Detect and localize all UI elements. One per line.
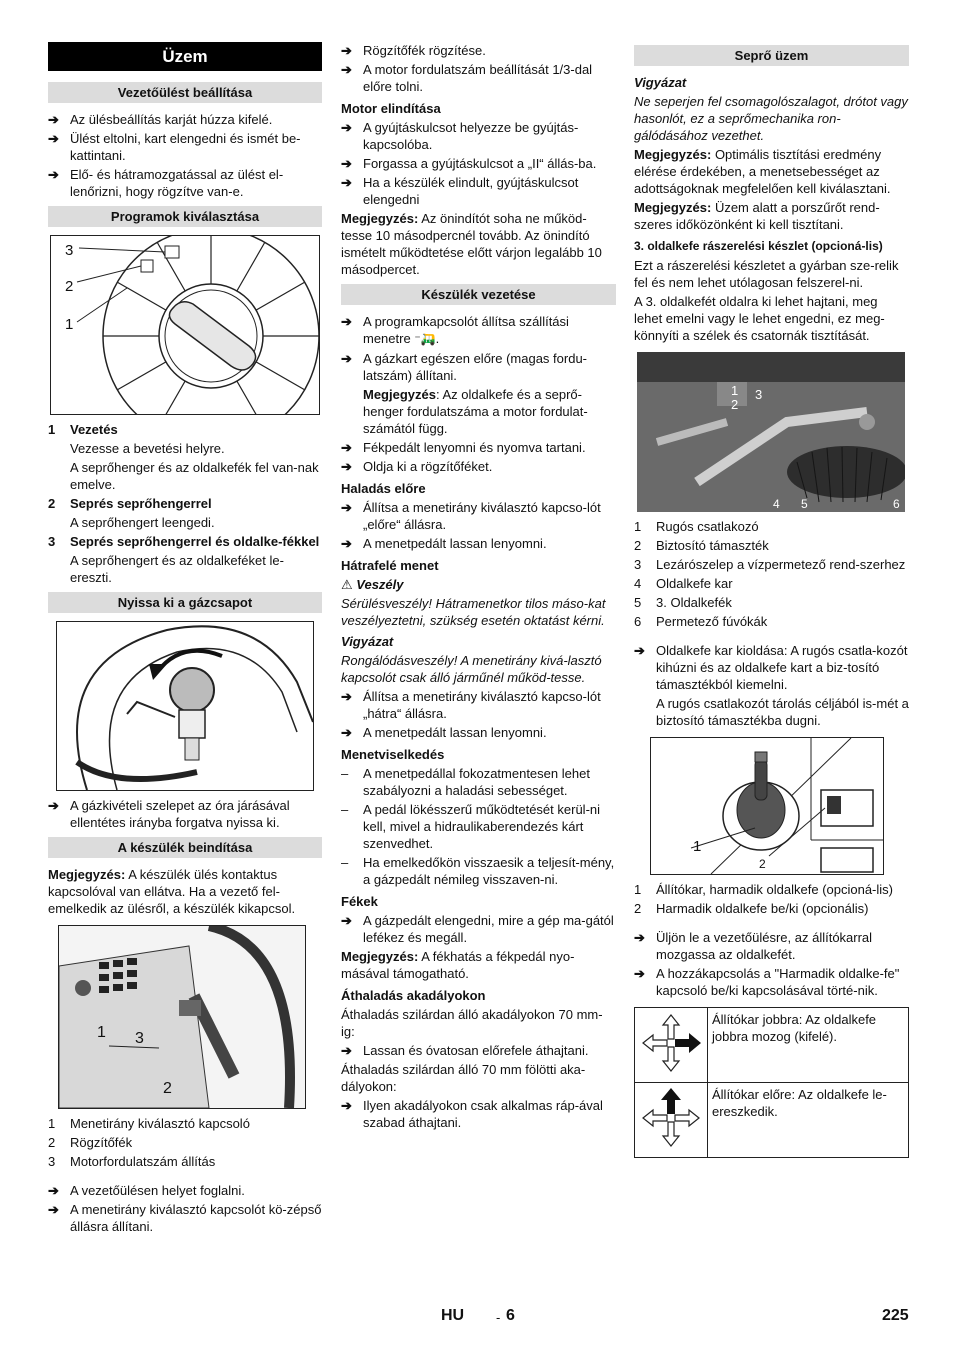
list-item: ➔ Lassan és óvatosan előrefele áthajtani. (341, 1043, 589, 1058)
list-item: 1 Állítókar, harmadik oldalkefe (opcioná-lis) (634, 882, 893, 897)
arrow-icon: ➔ (341, 351, 352, 366)
arrow-icon: ➔ (341, 175, 352, 190)
obstacle-heading: Áthaladás akadályokon (341, 988, 486, 1003)
arrow-icon: ➔ (341, 725, 352, 740)
gas-valve-figure (56, 621, 314, 791)
kit-heading: 3. oldalkefe rászerelési készlet (opcioná-lis) (634, 239, 883, 253)
start-note: Megjegyzés: A készülék ülés kontaktus kapcsolóval van ellátva. Ha a vezető fel-emelkedik az ülésről, a készülék kikapcsol. (48, 867, 296, 916)
photo-callout-label: 3 (755, 387, 763, 402)
caution-text: Ne seperjen fel csomagolószalagot, drótot vagy hasonlót, ez a seprőmechanika ron-gálódásához vezethet. (634, 94, 908, 143)
danger-label: ⚠ Veszély (341, 577, 404, 592)
program-selector-dial-icon (51, 236, 319, 414)
arrow-icon: ➔ (341, 536, 352, 551)
column-3: Seprő üzem Vigyázat Ne seperjen fel csomagolószalagot, drótot vagy hasonlót, ez a seprőmechanika ron-gálódásához vezethet. Megjegyzés: Optimális tisztítási eredmény elérése érdekében, a menetsebességet az adottságoknak megfelelően kell kiválasztani. Megjegyzés: Üzem alatt a porszűrőt rend-szeres időközönként ki kell tisztítani. 3. oldalkefe rászerelési készlet (opcioná-lis) Ezt a rászerelési készletet a gyárban sze-relik fel és nem lehet utólagosan felszerel-ni. A 3. oldalkefét oldalra ki lehet hajtani, meg lehet emelni vagy le lehet engedni, ez meg-könnyíti a szélek és csatornák tisztítását. 1 2 3 4 5 6 1 Rugós csatlakozó 2 Biztosító támaszték 3 Lezárószelep a vízpermetező rend-szerhez 4 Oldalkefe kar 5 3. Oldalkefék 6 Permetező fúvókák ➔ Oldalkefe kar kioldása: A rugós csatla-kozót kihúzni és az oldalkefe kart a biz-tosító támasztékból kiemelni. A rugós csatlakozót tárolás céljából is-mét a biztosító támasztékba dugni. 1 2 1 Állítókar, harmadik oldalkefe (opcioná-lis) 2 Harmadik oldalkefe be/ki (opcionális) ➔ Üljön le a vezetőülésre, az állítókarral mozgassa az oldalkefét. ➔ A hozzákapcsolás a "Harmadik oldalke-fe" kapcsoló be/ki kapcsolásával törté-nik. Állítókar jobbra: Az oldalkefe jobbra mozog (kifelé). Állítókar előre: Az oldalkefe le-ereszkedik. (634, 42, 909, 1158)
drive-note: Megjegyzés: Az oldalkefe és a seprő-henger fordulatszáma a motor fordulat-számától függ. (363, 387, 588, 436)
photo-callout-label: 4 (773, 497, 780, 511)
list-item: ➔ A motor fordulatszám beállítását 1/3-dal előre tolni. (341, 62, 593, 94)
joystick-direction-table (634, 1007, 909, 1158)
list-item: 5 3. Oldalkefék (634, 595, 732, 610)
table-cell-text: Állítókar jobbra: Az oldalkefe jobbra mozog (kifelé). (708, 1008, 909, 1083)
section-seat-heading: Vezetőülést beállítása (48, 82, 322, 103)
list-item: 2 Seprés seprőhengerrel (48, 496, 212, 511)
list-item: 3 Seprés seprőhengerrel és oldalke-fékkel (48, 534, 320, 549)
caution-label: Vigyázat (341, 634, 394, 649)
behavior-heading: Menetviselkedés (341, 747, 445, 762)
arrow-right-icon (639, 1011, 703, 1075)
arrow-up-icon (639, 1086, 703, 1150)
footer-section-number: 6 (506, 1307, 515, 1324)
section-programs-heading: Programok kiválasztása (48, 206, 322, 227)
footer-language: HU (441, 1307, 465, 1324)
arrow-icon: ➔ (341, 314, 352, 329)
arrow-icon: ➔ (48, 798, 59, 813)
list-item: ➔ Rögzítőfék rögzítése. (341, 43, 486, 58)
arrow-icon: ➔ (48, 167, 59, 182)
photo-callout-label: 6 (893, 497, 900, 511)
list-item: 2 Rögzítőfék (48, 1135, 133, 1150)
list-item: ➔ Állítsa a menetirány kiválasztó kapcso-lót „hátra“ állásra. (341, 689, 601, 721)
column-1: Üzem Vezetőülést beállítása ➔ Az ülésbeállítás karját húzza kifelé. ➔ Ülést eltolni, kart elengedni és ismét be-kattintani. ➔ Elő- és hátramozgatással az ülést el-lenőrizni, hogy rögzítve van-e. Programok kiválasztása 3 2 1 1 Vezetés Vezesse a bevetési helyre. A seprőhenger és az oldalkefék fel van-nak emelve. 2 Seprés seprőhengerrel A seprőhengert leengedi. 3 Seprés seprőhengerrel és oldalke-fékkel A seprőhengert és az oldalkeféket le-ereszti. Nyissa ki a gázcsapot ➔ A gázkivételi szelepet az óra járásával ellentétes irányba forgatva nyissa ki. A készülék beindítása Megjegyzés: A készülék ülés kontaktus kapcsolóval van ellátva. Ha a vezető fel-emelkedik az ülésről, a készülék kikapcsol. 1 3 2 1 Menetirány kiválasztó kapcsoló 2 Rögzítőfék 3 Motorfordulatszám állítás ➔ A vezetőülésen helyet foglalni. ➔ A menetirány kiválasztó kapcsolót kö-zépső állásra állítani. (48, 42, 322, 1237)
list-item: ➔ Állítsa a menetirány kiválasztó kapcso-lót „előre“ állásra. (341, 500, 601, 532)
arrow-icon: ➔ (48, 1202, 59, 1217)
arrow-icon: ➔ (341, 440, 352, 455)
side-brush-photo (637, 352, 905, 512)
list-item: ➔ Elő- és hátramozgatással az ülést el-lenőrizni, hogy rögzítve van-e. (48, 167, 284, 199)
list-item: ➔ A programkapcsolót állítsa szállítási menetre ⁻🛺. (341, 314, 569, 346)
section-sweep-heading: Seprő üzem (634, 45, 909, 66)
arrow-icon: ➔ (341, 1043, 352, 1058)
figure-callout-label: 1 (65, 316, 74, 333)
table-row (635, 1008, 909, 1083)
arrow-icon: ➔ (341, 120, 352, 135)
list-item: ➔ A gázkivételi szelepet az óra járásával ellentétes irányba forgatva nyissa ki. (48, 798, 290, 830)
section-drive-heading: Készülék vezetése (341, 284, 616, 305)
list-item: ➔ A menetirány kiválasztó kapcsolót kö-zépső állásra állítani. (48, 1202, 322, 1234)
photo-callout-label: 1 (731, 383, 739, 398)
list-item: – Ha emelkedőkön visszaesik a teljesít-mény, a gázpedált némileg visszaven-ni. (341, 855, 615, 887)
warning-triangle-icon: ⚠ (341, 577, 353, 592)
arrow-icon: ➔ (341, 156, 352, 171)
list-item: 2 Harmadik oldalkefe be/ki (opcionális) (634, 901, 869, 916)
danger-text: Sérülésveszély! Hátramenetkor tilos máso-kat veszélyeztetni, szükség esetén oktatást kérni. (341, 596, 606, 628)
list-item: 3 Motorfordulatszám állítás (48, 1154, 216, 1169)
brake-heading: Fékek (341, 894, 378, 909)
transport-mode-icon: ⁻🛺 (414, 332, 436, 346)
figure-callout-label: 2 (163, 1080, 172, 1097)
side-brush-image-icon (637, 352, 905, 512)
caution-label: Vigyázat (634, 75, 687, 90)
list-item: – A menetpedállal fokozatmentesen lehet szabályozni a haladási sebességet. (341, 766, 590, 798)
arrow-icon: ➔ (341, 43, 352, 58)
figure-callout-label: 3 (135, 1030, 144, 1047)
list-item: ➔ Ülést eltolni, kart elengedni és ismét be-kattintani. (48, 131, 301, 163)
list-item: ➔ Oldalkefe kar kioldása: A rugós csatla-kozót kihúzni és az oldalkefe kart a biz-tosító támasztékból kiemelni. (634, 643, 908, 692)
dashboard-figure (58, 925, 306, 1109)
list-item: – A pedál lökésszerű működtetését kerül-ni kell, mivel a hidraulikaberendezés kárt szenvedhet. (341, 802, 601, 851)
list-item: 1 Menetirány kiválasztó kapcsoló (48, 1116, 250, 1131)
list-item: ➔ Üljön le a vezetőülésre, az állítókarral mozgassa az oldalkefét. (634, 930, 873, 962)
list-item: 1 Vezetés (48, 422, 118, 437)
engine-note: Megjegyzés: Az önindítót soha ne működ-tesse 10 másodpercnél tovább. Az önindító ismételt működtetése előtt várjon legalább 10 másodpercet. (341, 211, 602, 277)
page-title: Üzem (48, 42, 322, 71)
forward-heading: Haladás előre (341, 481, 426, 496)
sweep-note-2: Megjegyzés: Üzem alatt a porszűrőt rend-szeres időközönként ki kell tisztítani. (634, 200, 880, 232)
arrow-icon: ➔ (634, 966, 645, 981)
program-selector-figure (50, 235, 320, 415)
list-item: ➔ A gázpedált elengedni, mire a gép ma-gától lefékez és megáll. (341, 913, 614, 945)
column-2: ➔ Rögzítőfék rögzítése. ➔ A motor fordulatszám beállítását 1/3-dal előre tolni. Motor elindítása ➔ A gyújtáskulcsot helyezze be gyújtás-kapcsolóba. ➔ Forgassa a gyújtáskulcsot a „II“ állás-ba. ➔ Ha a készülék elindult, gyújtáskulcsot elengedni Megjegyzés: Az önindítót soha ne működ-tesse 10 másodpercnél tovább. Az önindító ismételt működtetése előtt várjon legalább 10 másodpercet. Készülék vezetése ➔ A programkapcsolót állítsa szállítási menetre ⁻🛺. ➔ A gázkart egészen előre (magas fordu-latszám) állítani. Megjegyzés: Az oldalkefe és a seprő-henger fordulatszáma a motor fordulat-számától függ. ➔ Fékpedált lenyomni és nyomva tartani. ➔ Oldja ki a rögzítőféket. Haladás előre ➔ Állítsa a menetirány kiválasztó kapcso-lót „előre“ állásra. ➔ A menetpedált lassan lenyomni. Hátrafelé menet ⚠ Veszély Sérülésveszély! Hátramenetkor tilos máso-kat veszélyeztetni, szükség esetén oktatást kérni. Vigyázat Rongálódásveszély! A menetirány kivá-lasztó kapcsolót csak álló járműnél működ-tesse. ➔ Állítsa a menetirány kiválasztó kapcso-lót „hátra“ állásra. ➔ A menetpedált lassan lenyomni. Menetviselkedés – A menetpedállal fokozatmentesen lehet szabályozni a haladási sebességet. – A pedál lökésszerű működtetését kerül-ni kell, mivel a hidraulikaberendezés kárt szenvedhet. – Ha emelkedőkön visszaesik a teljesít-mény, a gázpedált némileg visszaven-ni. Fékek ➔ A gázpedált elengedni, mire a gép ma-gától lefékez és megáll. Megjegyzés: A fékhatás a fékpedál nyo-másával támogatható. Áthaladás akadályokon Áthaladás szilárdan álló akadályokon 70 mm-ig: ➔ Lassan és óvatosan előrefele áthajtani. Áthaladás szilárdan álló 70 mm fölötti aka-dályokon: ➔ Ilyen akadályokon csak alkalmas ráp-ával szabad áthajtani. (341, 43, 615, 1130)
arrow-icon: ➔ (341, 1098, 352, 1113)
list-item: 3 Lezárószelep a vízpermetező rend-szerhez (634, 557, 906, 572)
caution-text: Rongálódásveszély! A menetirány kivá-lasztó kapcsolót csak álló járműnél működ-tesse. (341, 653, 602, 685)
arrow-icon: ➔ (48, 112, 59, 127)
joystick-icon (651, 738, 883, 874)
list-item: ➔ A hozzákapcsolás a "Harmadik oldalke-fe" kapcsoló be/ki kapcsolásával törté-nik. (634, 966, 900, 998)
list-item: ➔ Ilyen akadályokon csak alkalmas ráp-ával szabad áthajtani. (341, 1098, 603, 1130)
reverse-heading: Hátrafelé menet (341, 558, 439, 573)
dashboard-icon (59, 926, 305, 1108)
photo-callout-label: 5 (801, 497, 808, 511)
table-cell-text: Állítókar előre: Az oldalkefe le-ereszkedik. (708, 1083, 909, 1158)
section-start-heading: A készülék beindítása (48, 837, 322, 858)
list-item: 1 Rugós csatlakozó (634, 519, 759, 534)
figure-callout-label: 2 (759, 857, 766, 871)
arrow-icon: ➔ (48, 131, 59, 146)
footer-dash: - (496, 1310, 501, 1325)
arrow-icon: ➔ (48, 1183, 59, 1198)
list-item: ➔ A gyújtáskulcsot helyezze be gyújtás-kapcsolóba. (341, 120, 579, 152)
list-item: ➔ Ha a készülék elindult, gyújtáskulcsot elengedni (341, 175, 579, 207)
arrow-icon: ➔ (341, 913, 352, 928)
list-item: ➔ A menetpedált lassan lenyomni. (341, 725, 547, 740)
list-item: 4 Oldalkefe kar (634, 576, 733, 591)
arrow-icon: ➔ (341, 689, 352, 704)
list-item: ➔ Forgassa a gyújtáskulcsot a „II“ állás-ba. (341, 156, 597, 171)
arrow-icon: ➔ (341, 459, 352, 474)
figure-callout-label: 3 (65, 242, 74, 259)
figure-callout-label: 1 (97, 1024, 106, 1041)
page-number: 225 (882, 1307, 909, 1324)
arrow-icon: ➔ (341, 500, 352, 515)
figure-callout-label: 2 (65, 278, 74, 295)
table-cell-icon (635, 1008, 708, 1083)
table-row (635, 1083, 909, 1158)
arrow-icon: ➔ (634, 930, 645, 945)
table-cell-icon (635, 1083, 708, 1158)
list-item: ➔ Az ülésbeállítás karját húzza kifelé. (48, 112, 273, 127)
joystick-figure (650, 737, 884, 875)
list-item: 2 Biztosító támaszték (634, 538, 769, 553)
list-item: 6 Permetező fúvókák (634, 614, 768, 629)
list-item: ➔ A vezetőülésen helyet foglalni. (48, 1183, 245, 1198)
sweep-note-1: Megjegyzés: Optimális tisztítási eredmény elérése érdekében, a menetsebességet az adottságoknak megfelelően kell kiválasztani. (634, 147, 891, 196)
list-item: ➔ A menetpedált lassan lenyomni. (341, 536, 547, 551)
list-item: ➔ A gázkart egészen előre (magas fordu-latszám) állítani. (341, 351, 588, 383)
list-item: ➔ Oldja ki a rögzítőféket. (341, 459, 493, 474)
figure-callout-label: 1 (693, 838, 702, 855)
arrow-icon: ➔ (634, 643, 645, 658)
photo-callout-label: 2 (731, 397, 739, 412)
section-gas-heading: Nyissa ki a gázcsapot (48, 592, 322, 613)
arrow-icon: ➔ (341, 62, 352, 77)
gas-valve-icon (57, 622, 313, 790)
list-item: ➔ Fékpedált lenyomni és nyomva tartani. (341, 440, 586, 455)
engine-start-heading: Motor elindítása (341, 101, 441, 116)
brake-note: Megjegyzés: A fékhatás a fékpedál nyo-másával támogatható. (341, 949, 575, 981)
